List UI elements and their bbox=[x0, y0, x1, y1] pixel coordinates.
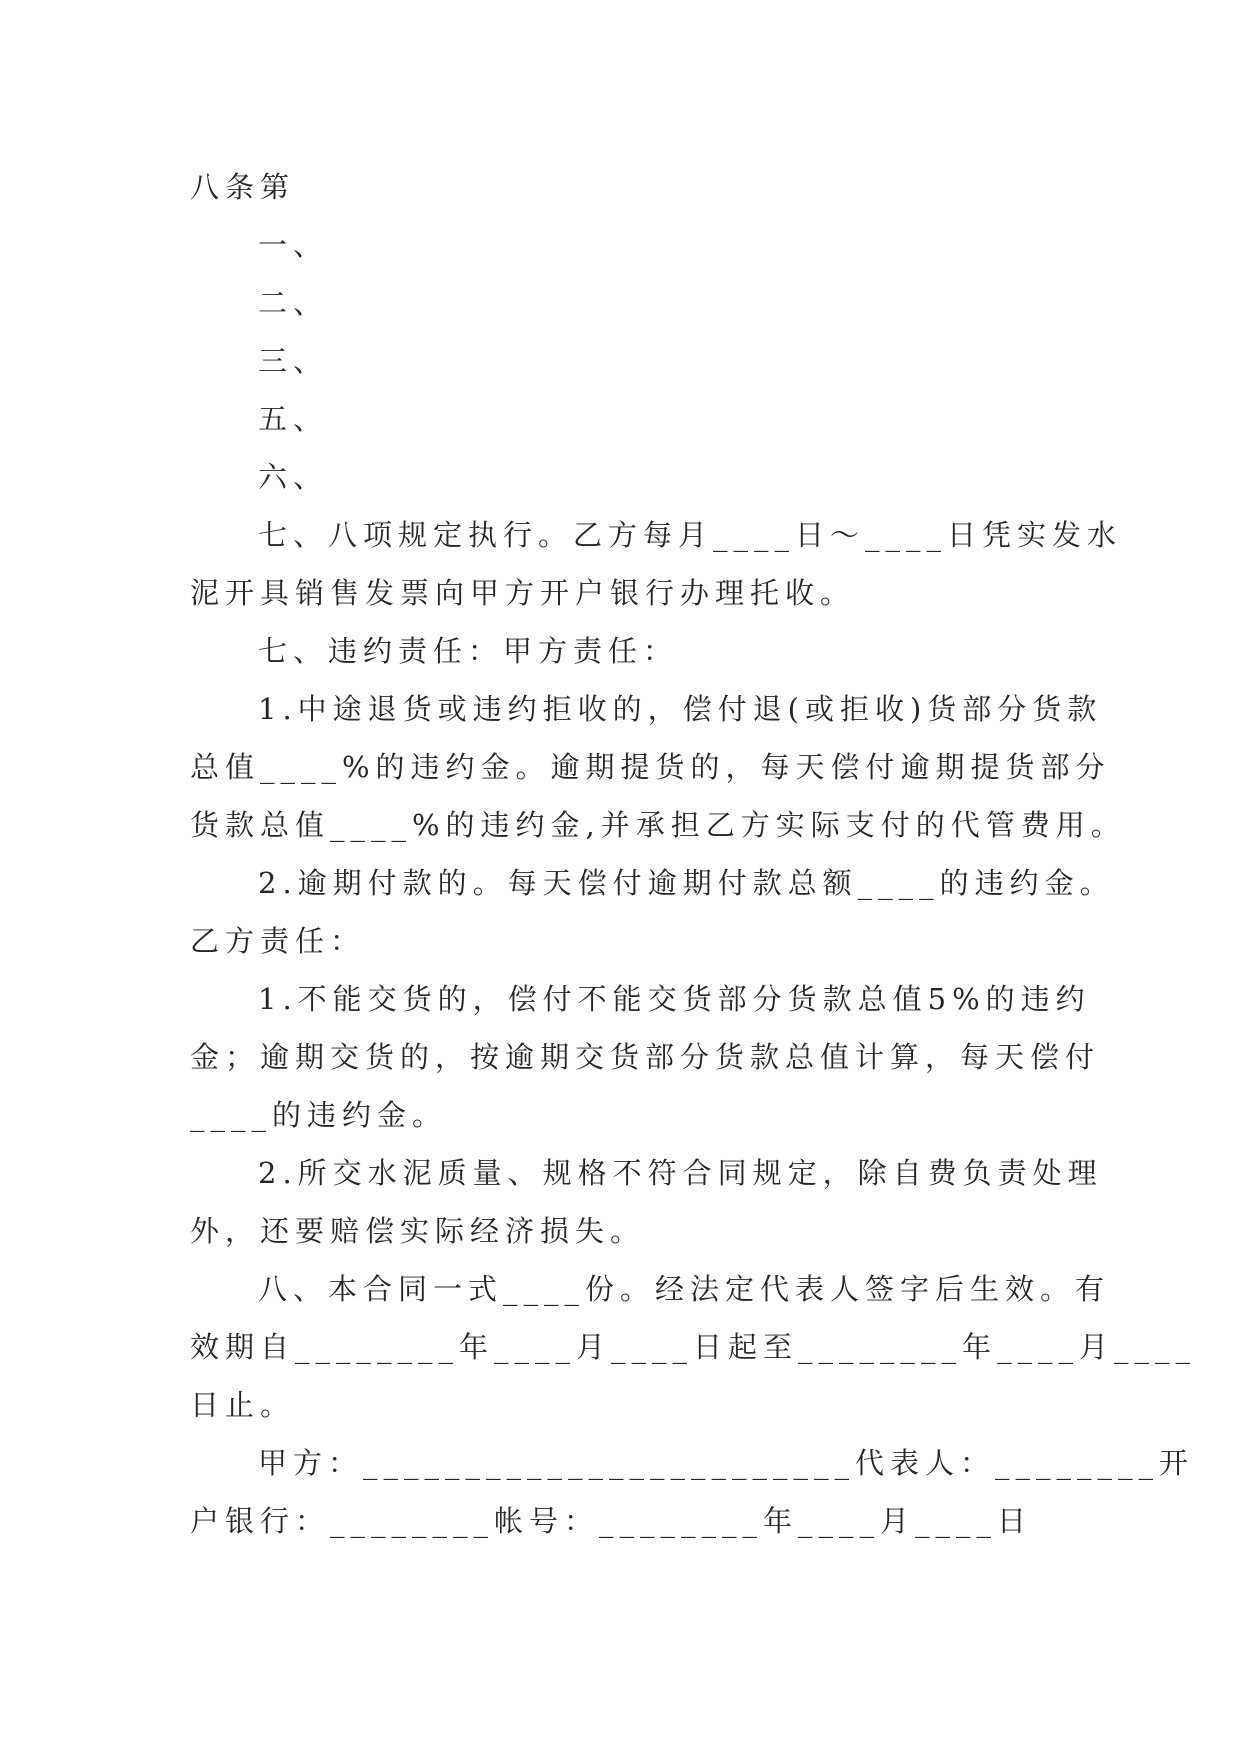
party-b-clause-2-line-1: 2.所交水泥质量、规格不符合同规定，除自费负责处理 bbox=[258, 1156, 1103, 1190]
signature-line-1: 甲方：________________________代表人：________开 bbox=[258, 1446, 1195, 1480]
copies-clause-line-1: 八、本合同一式____份。经法定代表人签字后生效。有 bbox=[258, 1272, 1111, 1306]
copies-clause-line-3: 日止。 bbox=[190, 1388, 296, 1422]
item-one: 一、 bbox=[258, 228, 329, 262]
party-b-clause-1-line-2: 金；逾期交货的，按逾期交货部分货款总值计算，每天偿付 bbox=[190, 1040, 1101, 1074]
party-b-clause-2-line-2: 外，还要赔偿实际经济损失。 bbox=[190, 1214, 646, 1248]
item-two: 二、 bbox=[258, 286, 329, 320]
payment-clause-line-2: 泥开具销售发票向甲方开户银行办理托收。 bbox=[190, 576, 856, 610]
party-b-heading: 乙方责任： bbox=[190, 924, 366, 958]
item-six: 六、 bbox=[258, 460, 329, 494]
payment-clause-line-1: 七、八项规定执行。乙方每月____日～____日凭实发水 bbox=[258, 518, 1123, 552]
document-body bbox=[190, 158, 1197, 1550]
item-three: 三、 bbox=[258, 344, 329, 378]
heading-line: 八条第 bbox=[190, 170, 296, 204]
party-a-clause-1-line-1: 1.中途退货或违约拒收的，偿付退(或拒收)货部分货款 bbox=[258, 692, 1103, 726]
party-a-clause-1-line-3: 货款总值____%的违约金,并承担乙方实际支付的代管费用。 bbox=[190, 808, 1126, 842]
party-a-clause-1-line-2: 总值____%的违约金。逾期提货的，每天偿付逾期提货部分 bbox=[190, 750, 1111, 784]
copies-clause-line-2: 效期自________年____月____日起至________年____月____ bbox=[190, 1330, 1197, 1364]
party-a-clause-2: 2.逾期付款的。每天偿付逾期付款总额____的违约金。 bbox=[258, 866, 1115, 900]
party-b-clause-1-line-1: 1.不能交货的，偿付不能交货部分货款总值5%的违约 bbox=[258, 982, 1091, 1016]
liability-heading: 七、违约责任：甲方责任： bbox=[258, 634, 679, 668]
party-b-clause-1-line-3: ____的违约金。 bbox=[190, 1098, 448, 1132]
signature-line-2: 户银行：________帐号：________年____月____日 bbox=[190, 1504, 1033, 1538]
item-five: 五、 bbox=[258, 402, 329, 436]
